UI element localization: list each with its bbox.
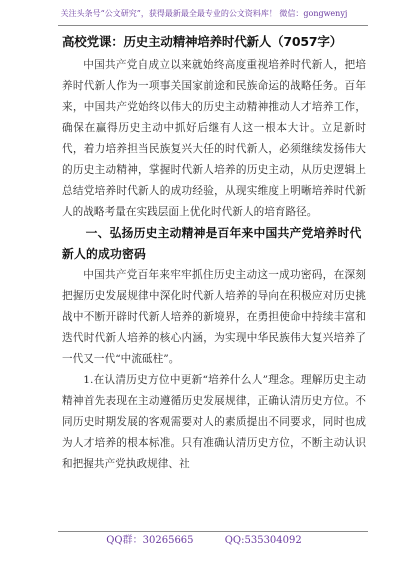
header-divider <box>58 25 368 26</box>
footer-qq-group: QQ群：30265665 <box>106 535 194 546</box>
page-header-banner: 关注头条号“公文研究”，获得最新最全最专业的公文资料库！ 微信：gongwenyj <box>60 9 348 18</box>
section-heading-1: 一、弘扬历史主动精神是百年来中国共产党培养时代新人的成功密码 <box>62 226 362 261</box>
intro-paragraph: 中国共产党自成立以来就始终高度重视培养时代新人，把培养时代新人作为一项事关国家前途和民族命运的战略任务。百年来，中国共产党始终以伟大的历史主动精神推动人才培养工作，确保在赢得历史主动中抓好后继有人这一根本大计。立足新时代，着力培养担当民族复兴大任的时代新人，必须继续发扬伟大的历史主动精神，掌握时代新人培养的历史主动，从历史逻辑上总结党培养时代新人的成功经验，从现实维度上明晰培养时代新人的战略考量在实践层面上优化时代新人的培育路径。 <box>62 59 366 218</box>
section-1-paragraph-2: 1.在认清历史方位中更新“培养什么人”理念。理解历史主动精神首先表现在主动遵循历史发展规律，正确认清历史方位。不同历史时期发展的客观需要对人的素质提出不同要求，同时也成为人才培养的根本标准。只有准确认清历史方位，不断主动认识和把握共产党执政规律、社 <box>62 374 366 470</box>
footer-divider <box>58 531 368 532</box>
document-title: 高校党课：历史主动精神培养时代新人（7057字） <box>62 34 342 49</box>
section-1-paragraph-1: 中国共产党百年来牢牢抓住历史主动这一成功密码，在深刻把握历史发展规律中深化时代新人培养的导向在积极应对历史挑战中不断开辟时代新人培养的新境界，在勇担使命中持续丰富和迭代时代新人培养的核心内涵，为实现中华民族伟大复兴培养了一代又一代“中流砥柱”。 <box>62 269 366 365</box>
footer-qq: QQ:535304092 <box>224 535 302 546</box>
page-footer <box>0 534 408 548</box>
document-body <box>62 33 366 475</box>
